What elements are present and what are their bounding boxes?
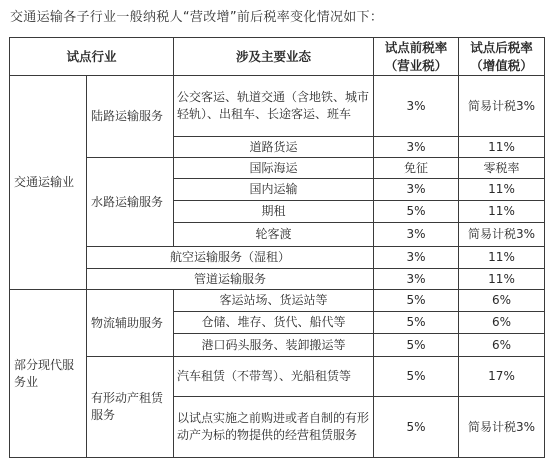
after-rate-cell: 11% [459,137,545,158]
tax-rate-table [9,37,545,458]
business-cell: 以试点实施之前购进或者自制的有形动产为标的物提供的经营租赁服务 [174,397,374,458]
before-rate-cell: 3% [374,76,459,137]
after-rate-cell: 简易计税3% [459,76,545,137]
table-row [10,247,545,269]
after-rate-cell: 简易计税3% [459,397,545,458]
after-rate-cell: 17% [459,357,545,397]
before-rate-cell: 3% [374,179,459,201]
subcategory-water: 水路运输服务 [87,158,174,247]
after-rate-cell: 11% [459,247,545,269]
business-cell: 港口码头服务、装卸搬运等 [174,334,374,357]
category-modern-services: 部分现代服务业 [10,290,87,458]
table-row [10,76,545,137]
before-rate-cell: 免征 [374,158,459,179]
business-cell: 航空运输服务（湿租） [87,247,374,269]
subcategory-land: 陆路运输服务 [87,76,174,158]
before-rate-cell: 3% [374,137,459,158]
after-rate-cell: 简易计税3% [459,223,545,247]
header-after-rate: 试点后税率（增值税） [459,38,545,76]
before-rate-cell: 3% [374,247,459,269]
table-header-row [10,38,545,76]
before-rate-cell: 5% [374,397,459,458]
before-rate-cell: 5% [374,312,459,334]
business-cell: 国内运输 [174,179,374,201]
header-industry: 试点行业 [10,38,174,76]
table-row [10,357,545,397]
header-business: 涉及主要业态 [174,38,374,76]
business-cell: 汽车租赁（不带驾）、光船租赁等 [174,357,374,397]
category-transport: 交通运输业 [10,76,87,290]
business-cell: 道路货运 [174,137,374,158]
after-rate-cell: 6% [459,312,545,334]
business-cell: 客运站场、货运站等 [174,290,374,312]
after-rate-cell: 11% [459,179,545,201]
table-row [10,158,545,179]
header-before-rate: 试点前税率（营业税） [374,38,459,76]
subcategory-logistics: 物流辅助服务 [87,290,174,357]
business-cell: 轮客渡 [174,223,374,247]
table-row [10,290,545,312]
after-rate-cell: 11% [459,269,545,290]
business-cell: 期租 [174,201,374,223]
before-rate-cell: 3% [374,223,459,247]
business-cell: 仓储、堆存、货代、船代等 [174,312,374,334]
after-rate-cell: 11% [459,201,545,223]
before-rate-cell: 5% [374,290,459,312]
business-cell: 管道运输服务 [87,269,374,290]
after-rate-cell: 6% [459,334,545,357]
table-row [10,269,545,290]
before-rate-cell: 3% [374,269,459,290]
before-rate-cell: 5% [374,357,459,397]
after-rate-cell: 零税率 [459,158,545,179]
before-rate-cell: 5% [374,201,459,223]
before-rate-cell: 5% [374,334,459,357]
business-cell: 公交客运、轨道交通（含地铁、城市轻轨）、出租车、长途客运、班车 [174,76,374,137]
business-cell: 国际海运 [174,158,374,179]
subcategory-leasing: 有形动产租赁服务 [87,357,174,458]
page-heading: 交通运输各子行业一般纳税人“营改增”前后税率变化情况如下： [10,10,384,25]
after-rate-cell: 6% [459,290,545,312]
